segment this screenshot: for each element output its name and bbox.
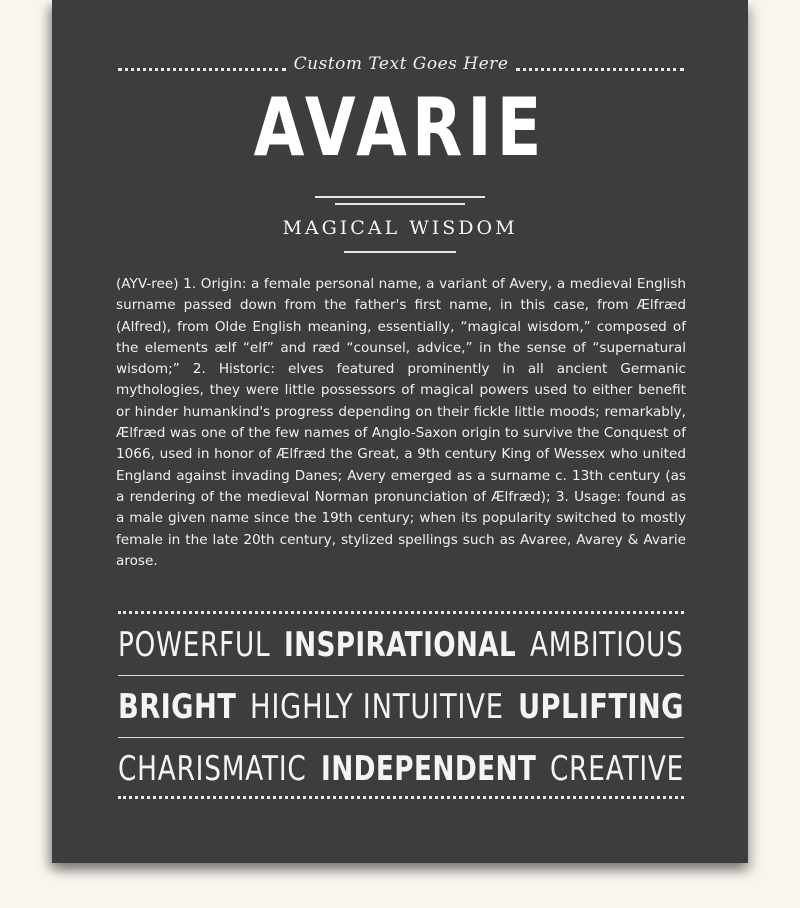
trait-row-1 bbox=[118, 625, 684, 665]
dotted-divider-right bbox=[516, 68, 684, 71]
trait-separator bbox=[118, 675, 684, 676]
trait-word: HIGHLY INTUITIVE bbox=[250, 687, 505, 727]
trait-word: INSPIRATIONAL bbox=[284, 625, 517, 665]
trait-separator bbox=[118, 737, 684, 738]
trait-word: CHARISMATIC bbox=[118, 749, 307, 789]
dotted-divider-traits-bottom bbox=[118, 796, 684, 799]
trait-row-2 bbox=[118, 687, 685, 727]
trait-word: INDEPENDENT bbox=[320, 749, 536, 789]
trait-word: UPLIFTING bbox=[518, 687, 685, 727]
rule-lower bbox=[335, 203, 465, 205]
rule-meaning-under bbox=[344, 251, 456, 253]
trait-row-3 bbox=[118, 749, 684, 789]
name-definition: (AYV-ree) 1. Origin: a female personal name, a variant of Avery, a medieval English surname passed down from the father's first name, in this case, from Ælfræd (Alfred), from Olde English meaning, essentially, “magical wisdom,” composed of the elements ælf “elf” and ræd “counsel, advice,” in the sense of “supernatural wisdom;” 2. Historic: elves featured prominently in all ancient Germanic mythologies, they were little possessors of magical powers used to either benefit or hinder humankind's progress depending on their fickle little moods; remarkably, Ælfræd was one of the few names of Anglo-Saxon origin to survive the Conquest of 1066, used in honor of Ælfræd the Great, a 9th century King of Wessex who united England against invading Danes; Avery emerged as a surname c. 13th century (as a rendering of the medieval Norman pronunciation of Ælfræd); 3. Usage: found as a male given name since the 19th century; when its popularity switched to mostly female in the late 20th century, stylized spellings such as Avaree, Avarey & Avarie arose. bbox=[116, 276, 686, 569]
name-meaning: MAGICAL WISDOM bbox=[282, 217, 518, 239]
trait-word: POWERFUL bbox=[118, 625, 271, 665]
header-row bbox=[118, 52, 684, 82]
dotted-divider-traits-top bbox=[118, 611, 684, 614]
rule-upper bbox=[315, 196, 485, 198]
name-title: AVARIE bbox=[253, 81, 547, 174]
custom-text: Custom Text Goes Here bbox=[293, 54, 509, 74]
name-poster bbox=[52, 0, 748, 863]
trait-word: BRIGHT bbox=[118, 687, 237, 727]
trait-word: CREATIVE bbox=[549, 749, 684, 789]
trait-word: AMBITIOUS bbox=[530, 625, 684, 665]
